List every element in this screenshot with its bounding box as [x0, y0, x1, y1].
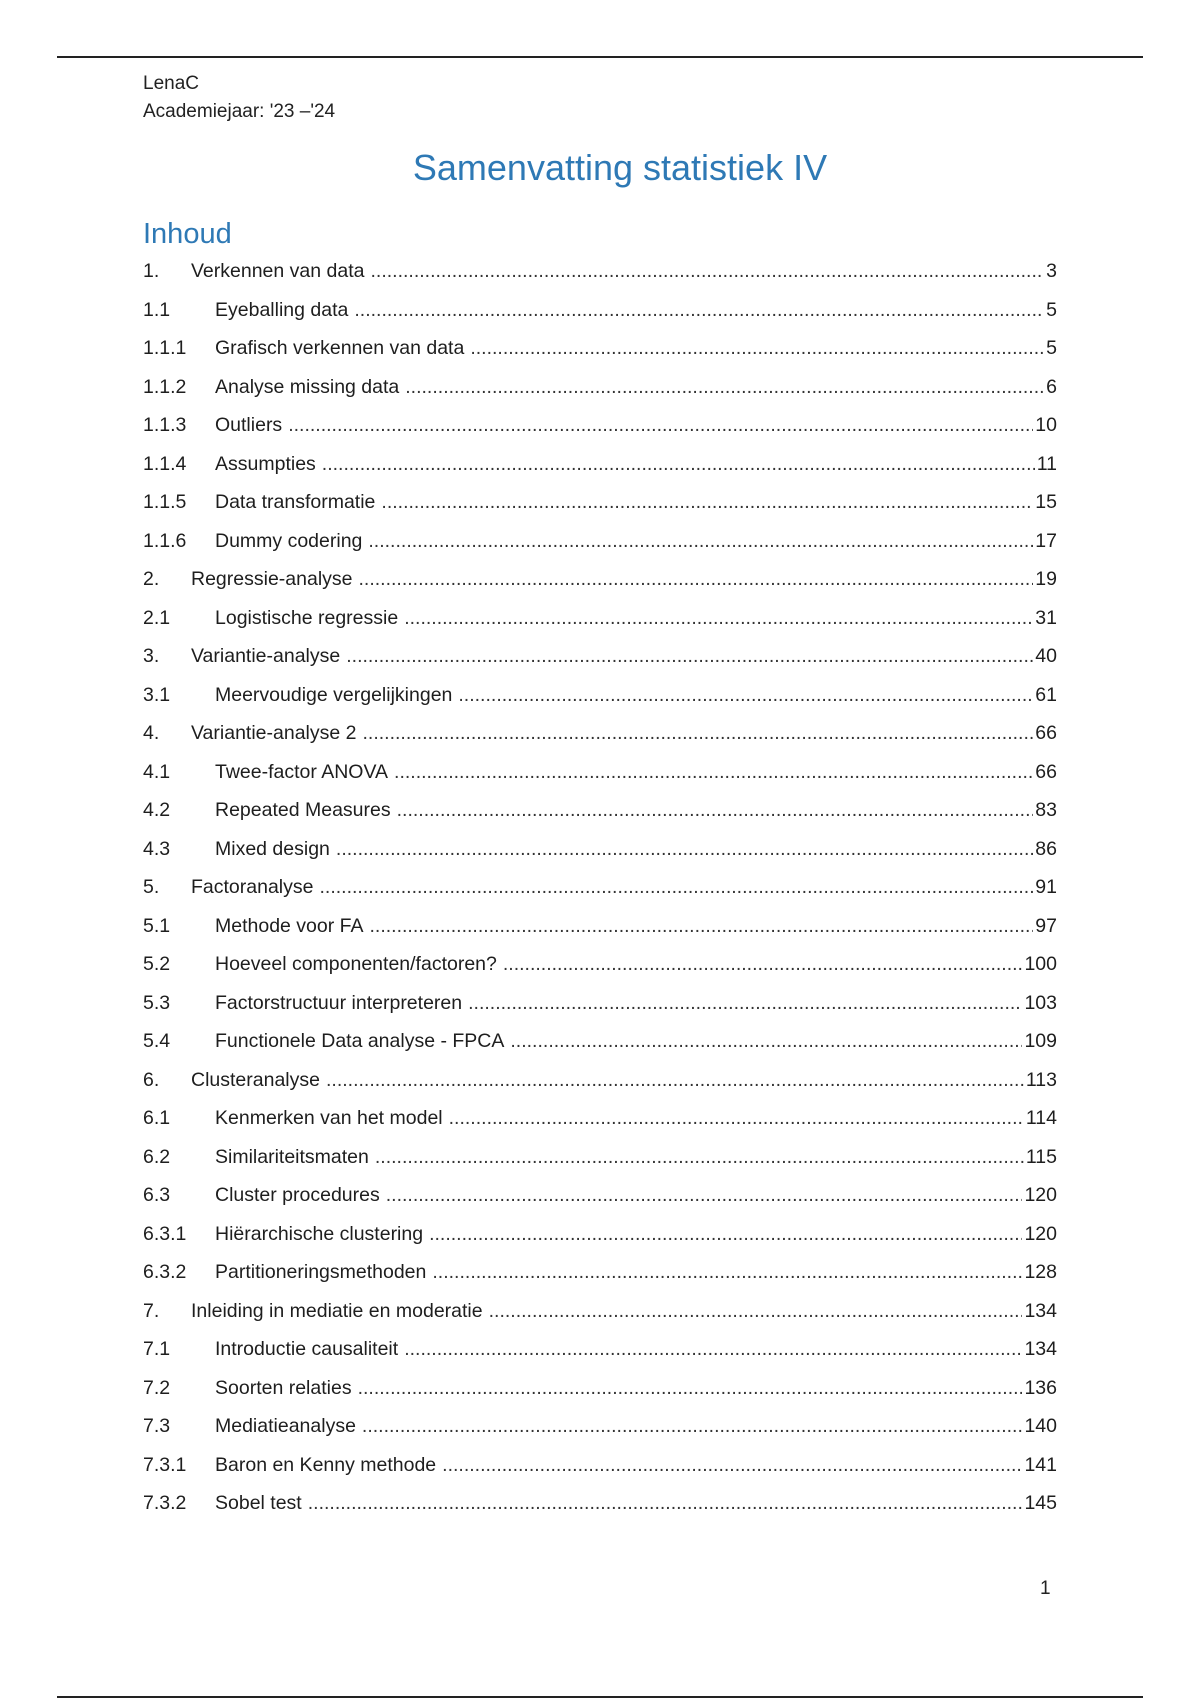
toc-entry-label[interactable]: Cluster procedures	[215, 1184, 380, 1206]
toc-entry[interactable]	[143, 291, 1057, 330]
toc-entry[interactable]	[143, 599, 1057, 638]
toc-entry[interactable]	[143, 1022, 1057, 1061]
toc-dot-leader	[319, 868, 1033, 907]
toc-dot-leader	[370, 252, 1044, 291]
toc-dot-leader	[346, 637, 1033, 676]
toc-entry-label[interactable]: Eyeballing data	[215, 298, 349, 321]
toc-entry[interactable]	[143, 753, 1057, 792]
toc-entry[interactable]	[143, 1484, 1057, 1523]
toc-dot-leader	[326, 1061, 1024, 1100]
toc-entry-page[interactable]: 6	[1046, 375, 1057, 398]
toc-entry-label[interactable]: Logistische regressie	[215, 606, 399, 629]
toc-dot-leader	[362, 1407, 1023, 1446]
top-border-line	[57, 56, 1143, 58]
toc-entry-number: 1.1.4	[143, 452, 187, 475]
toc-entry-number: 2.1	[143, 606, 171, 629]
toc-entry-number: 1.1.1	[143, 337, 187, 359]
toc-entry-page[interactable]: 91	[1035, 876, 1057, 898]
toc-dot-leader	[397, 791, 1034, 830]
toc-entry-number: 4.1	[143, 760, 171, 783]
toc-entry-page[interactable]: 83	[1035, 799, 1057, 821]
toc-entry[interactable]	[143, 522, 1057, 561]
document-page	[143, 70, 1057, 1523]
toc-entry[interactable]	[143, 1099, 1057, 1138]
toc-entry-page[interactable]: 66	[1035, 722, 1057, 744]
toc-entry[interactable]	[143, 714, 1057, 753]
toc-dot-leader	[404, 599, 1033, 638]
toc-entry-label[interactable]: Baron en Kenny methode	[215, 1453, 437, 1476]
toc-entry-page[interactable]: 61	[1035, 683, 1057, 706]
toc-entry-label[interactable]: Data transformatie	[215, 491, 376, 513]
toc-entry[interactable]	[143, 1253, 1057, 1292]
toc-entry[interactable]	[143, 984, 1057, 1023]
toc-dot-leader	[429, 1215, 1022, 1254]
toc-entry[interactable]	[143, 830, 1057, 869]
toc-entry-page[interactable]: 134	[1024, 1299, 1057, 1322]
toc-entry-number: 6.2	[143, 1145, 171, 1168]
toc-entry-page[interactable]: 11	[1036, 452, 1057, 475]
toc-entry-number: 5.1	[143, 914, 171, 937]
toc-entry[interactable]	[143, 560, 1057, 599]
academic-year: Academiejaar: '23 –'24	[143, 101, 336, 122]
toc-entry-page[interactable]: 114	[1025, 1107, 1057, 1129]
toc-entry[interactable]	[143, 1446, 1057, 1485]
toc-dot-leader	[458, 676, 1033, 715]
toc-heading: Inhoud	[143, 218, 232, 250]
toc-entry-number: 7.	[143, 1299, 160, 1322]
toc-entry-page[interactable]: 19	[1035, 568, 1057, 590]
toc-entry-label[interactable]: Meervoudige vergelijkingen	[215, 683, 453, 706]
toc-dot-leader	[362, 714, 1033, 753]
toc-entry-number: 6.3	[143, 1184, 171, 1206]
toc-dot-leader	[394, 753, 1033, 792]
toc-entry-number: 3.	[143, 645, 160, 667]
toc-dot-leader	[308, 1484, 1023, 1523]
toc-entry-page[interactable]: 128	[1024, 1261, 1057, 1283]
toc-entry-page[interactable]: 5	[1046, 337, 1057, 359]
toc-dot-leader	[432, 1253, 1022, 1292]
toc-entry-label[interactable]: Similariteitsmaten	[215, 1145, 369, 1168]
toc-dot-leader	[368, 522, 1033, 561]
toc-entry[interactable]	[143, 329, 1057, 368]
toc-entry-label[interactable]: Variantie-analyse 2	[191, 722, 357, 744]
toc-entry-number: 1.	[143, 260, 160, 282]
toc-entry-number: 7.3.1	[143, 1453, 187, 1476]
toc-entry[interactable]	[143, 1176, 1057, 1215]
toc-dot-leader	[468, 984, 1022, 1023]
toc-entry-label[interactable]: Regressie-analyse	[191, 568, 353, 590]
table-of-contents	[143, 252, 1057, 1523]
bottom-border-line	[57, 1696, 1143, 1698]
toc-entry-label[interactable]: Clusteranalyse	[191, 1068, 320, 1091]
toc-entry[interactable]	[143, 637, 1057, 676]
toc-dot-leader	[489, 1292, 1023, 1331]
toc-entry-label[interactable]: Hoeveel componenten/factoren?	[215, 953, 497, 975]
toc-entry-number: 1.1.5	[143, 491, 187, 513]
page-number: 1	[1040, 1578, 1051, 1599]
toc-dot-leader	[470, 329, 1044, 368]
toc-entry-number: 1.1.2	[143, 375, 187, 398]
toc-entry-number: 1.1	[143, 298, 171, 321]
toc-entry-page[interactable]: 86	[1035, 837, 1057, 860]
toc-entry-number: 5.	[143, 876, 160, 898]
toc-entry-number: 5.2	[143, 953, 171, 975]
toc-entry-number: 7.3.2	[143, 1492, 187, 1514]
toc-entry-number: 1.1.3	[143, 414, 187, 436]
toc-entry-label[interactable]: Introductie causaliteit	[215, 1338, 399, 1360]
toc-entry[interactable]	[143, 1215, 1057, 1254]
toc-entry-number: 6.	[143, 1068, 160, 1091]
toc-entry-page[interactable]: 120	[1024, 1184, 1057, 1206]
toc-entry-number: 6.3.1	[143, 1222, 187, 1245]
toc-entry-page[interactable]: 140	[1024, 1415, 1057, 1437]
toc-dot-leader	[354, 291, 1044, 330]
toc-entry[interactable]	[143, 907, 1057, 946]
toc-entry-label[interactable]: Hiërarchische clustering	[215, 1222, 424, 1245]
toc-entry[interactable]	[143, 368, 1057, 407]
toc-entry-number: 3.1	[143, 683, 171, 706]
toc-entry-number: 4.2	[143, 799, 171, 821]
author-name: LenaC	[143, 73, 199, 94]
toc-entry-page[interactable]: 97	[1035, 914, 1057, 937]
toc-entry[interactable]	[143, 1292, 1057, 1331]
toc-entry[interactable]	[143, 791, 1057, 830]
toc-dot-leader	[405, 368, 1044, 407]
toc-entry-page[interactable]: 120	[1024, 1222, 1057, 1245]
toc-entry-label[interactable]: Partitioneringsmethoden	[215, 1261, 427, 1283]
toc-entry-label[interactable]: Kenmerken van het model	[215, 1107, 443, 1129]
toc-entry-number: 7.2	[143, 1376, 171, 1399]
toc-dot-leader	[322, 445, 1035, 484]
toc-entry-page[interactable]: 40	[1035, 645, 1057, 667]
toc-entry[interactable]	[143, 1061, 1057, 1100]
toc-entry-number: 6.1	[143, 1107, 171, 1129]
toc-entry-page[interactable]: 141	[1024, 1453, 1057, 1476]
toc-entry-label[interactable]: Functionele Data analyse - FPCA	[215, 1030, 505, 1052]
toc-entry-number: 4.3	[143, 837, 171, 860]
toc-entry[interactable]	[143, 1407, 1057, 1446]
toc-entry[interactable]	[143, 406, 1057, 445]
toc-entry-number: 2.	[143, 568, 160, 590]
toc-entry[interactable]	[143, 676, 1057, 715]
toc-entry-number: 5.4	[143, 1030, 171, 1052]
toc-entry-label[interactable]: Variantie-analyse	[191, 645, 341, 667]
toc-entry-label[interactable]: Mixed design	[215, 837, 330, 860]
toc-dot-leader	[370, 907, 1034, 946]
toc-entry[interactable]	[143, 252, 1057, 291]
toc-dot-leader	[288, 406, 1033, 445]
toc-entry-label[interactable]: Soorten relaties	[215, 1376, 352, 1399]
toc-entry-page[interactable]: 145	[1024, 1492, 1057, 1514]
toc-dot-leader	[336, 830, 1033, 869]
toc-entry-page[interactable]: 103	[1024, 991, 1057, 1014]
toc-entry[interactable]	[143, 1369, 1057, 1408]
toc-entry-number: 7.3	[143, 1415, 171, 1437]
toc-entry-number: 6.3.2	[143, 1261, 187, 1283]
toc-entry-label[interactable]: Verkennen van data	[191, 260, 365, 282]
toc-entry-label[interactable]: Dummy codering	[215, 529, 363, 552]
toc-entry[interactable]	[143, 445, 1057, 484]
toc-entry-page[interactable]: 134	[1024, 1338, 1057, 1360]
toc-dot-leader	[449, 1099, 1024, 1138]
toc-dot-leader	[375, 1138, 1024, 1177]
toc-dot-leader	[358, 1369, 1023, 1408]
toc-dot-leader	[503, 945, 1023, 984]
toc-entry-number: 7.1	[143, 1338, 171, 1360]
toc-entry-number: 4.	[143, 722, 160, 744]
toc-dot-leader	[404, 1330, 1022, 1369]
toc-entry-label[interactable]: Analyse missing data	[215, 375, 400, 398]
toc-entry[interactable]	[143, 1138, 1057, 1177]
toc-dot-leader	[442, 1446, 1022, 1485]
toc-entry-page[interactable]: 100	[1024, 953, 1057, 975]
toc-entry-page[interactable]: 15	[1035, 491, 1057, 513]
toc-entry-number: 1.1.6	[143, 529, 187, 552]
toc-entry-label[interactable]: Grafisch verkennen van data	[215, 337, 465, 359]
toc-entry-label[interactable]: Sobel test	[215, 1492, 302, 1514]
toc-entry-page[interactable]: 5	[1046, 298, 1057, 321]
toc-entry[interactable]	[143, 483, 1057, 522]
toc-entry-label[interactable]: Outliers	[215, 414, 283, 436]
toc-entry-page[interactable]: 3	[1046, 260, 1057, 282]
toc-dot-leader	[381, 483, 1033, 522]
toc-entry-label[interactable]: Inleiding in mediatie en moderatie	[191, 1299, 483, 1322]
toc-entry-label[interactable]: Mediatieanalyse	[215, 1415, 356, 1437]
toc-entry-page[interactable]: 136	[1024, 1376, 1057, 1399]
toc-entry[interactable]	[143, 868, 1057, 907]
toc-entry-label[interactable]: Repeated Measures	[215, 799, 391, 821]
toc-entry-page[interactable]: 10	[1035, 414, 1057, 436]
toc-entry-page[interactable]: 66	[1035, 760, 1057, 783]
toc-dot-leader	[386, 1176, 1023, 1215]
toc-entry-page[interactable]: 115	[1025, 1145, 1057, 1168]
document-title: Samenvatting statistiek IV	[412, 147, 828, 188]
toc-entry-page[interactable]: 17	[1035, 529, 1057, 552]
toc-entry[interactable]	[143, 945, 1057, 984]
toc-entry-label[interactable]: Factorstructuur interpreteren	[215, 991, 463, 1014]
toc-entry[interactable]	[143, 1330, 1057, 1369]
toc-entry-page[interactable]: 31	[1035, 606, 1057, 629]
toc-entry-label[interactable]: Methode voor FA	[215, 914, 364, 937]
toc-entry-label[interactable]: Factoranalyse	[191, 876, 314, 898]
toc-entry-number: 5.3	[143, 991, 171, 1014]
toc-entry-label[interactable]: Twee-factor ANOVA	[215, 760, 389, 783]
toc-dot-leader	[359, 560, 1034, 599]
toc-entry-page[interactable]: 113	[1025, 1068, 1057, 1091]
toc-entry-page[interactable]: 109	[1024, 1030, 1057, 1052]
toc-dot-leader	[510, 1022, 1022, 1061]
toc-entry-label[interactable]: Assumpties	[215, 452, 316, 475]
